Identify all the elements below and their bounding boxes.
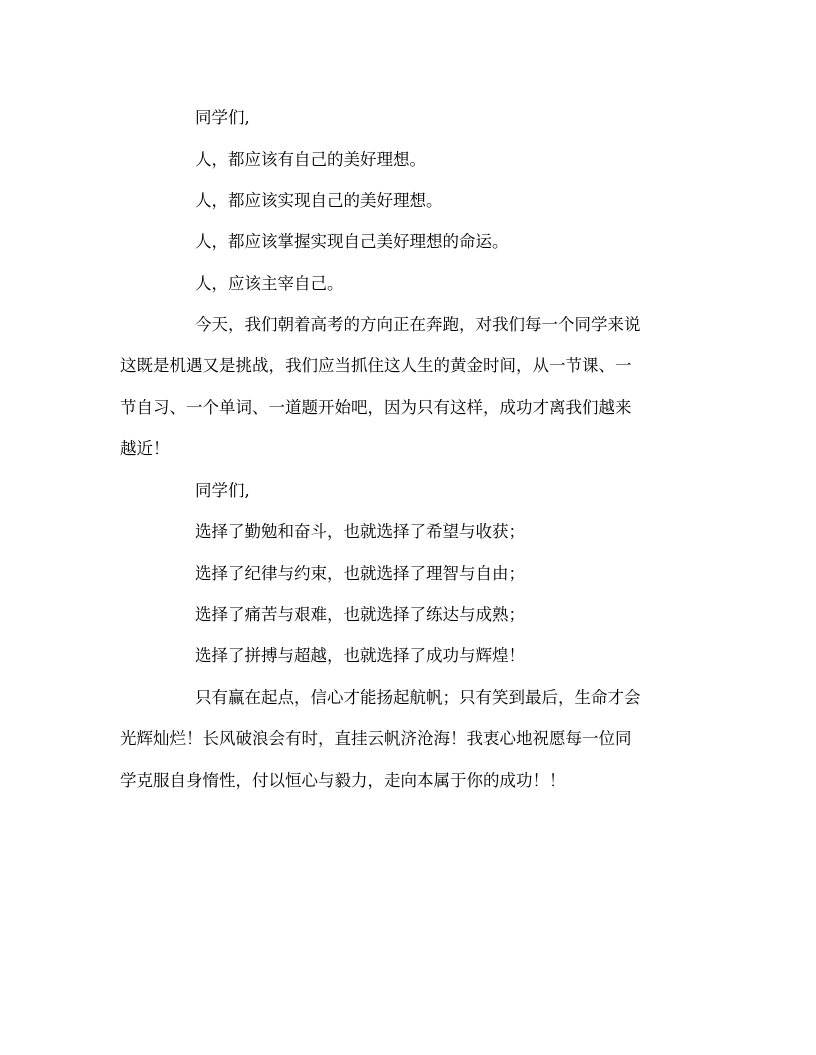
closing-paragraph-line-3: 学克服自身惰性，付以恒心与毅力，走向本属于你的成功！！: [120, 771, 566, 790]
greeting-line-2: 同学们,: [195, 481, 250, 500]
ideal-line-3: 人，都应该掌握实现自己美好理想的命运。: [195, 232, 509, 251]
greeting-line: 同学们,: [195, 108, 250, 127]
ideal-line-4: 人，应该主宰自己。: [195, 274, 344, 293]
closing-paragraph-line-2: 光辉灿烂！长风破浪会有时，直挂云帆济沧海！我衷心地祝愿每一位同: [120, 729, 632, 748]
paragraph-today-line-4: 越近！: [120, 439, 170, 458]
choice-line-1: 选择了勤勉和奋斗，也就选择了希望与收获；: [195, 522, 525, 541]
paragraph-today-line-3: 节自习、一个单词、一道题开始吧，因为只有这样，成功才离我们越来: [120, 398, 632, 417]
choice-line-3: 选择了痛苦与艰难，也就选择了练达与成熟；: [195, 605, 525, 624]
choice-line-4: 选择了拼搏与超越，也就选择了成功与辉煌！: [195, 646, 525, 665]
ideal-line-2: 人，都应该实现自己的美好理想。: [195, 191, 443, 210]
paragraph-today-line-2: 这既是机遇又是挑战，我们应当抓住这人生的黄金时间，从一节课、一: [120, 356, 632, 375]
choice-line-2: 选择了纪律与约束，也就选择了理智与自由；: [195, 564, 525, 583]
paragraph-today-line-1: 今天，我们朝着高考的方向正在奔跑，对我们每一个同学来说: [195, 315, 641, 334]
ideal-line-1: 人，都应该有自己的美好理想。: [195, 150, 426, 169]
closing-paragraph-line-1: 只有赢在起点，信心才能扬起航帆；只有笑到最后，生命才会: [195, 688, 641, 707]
